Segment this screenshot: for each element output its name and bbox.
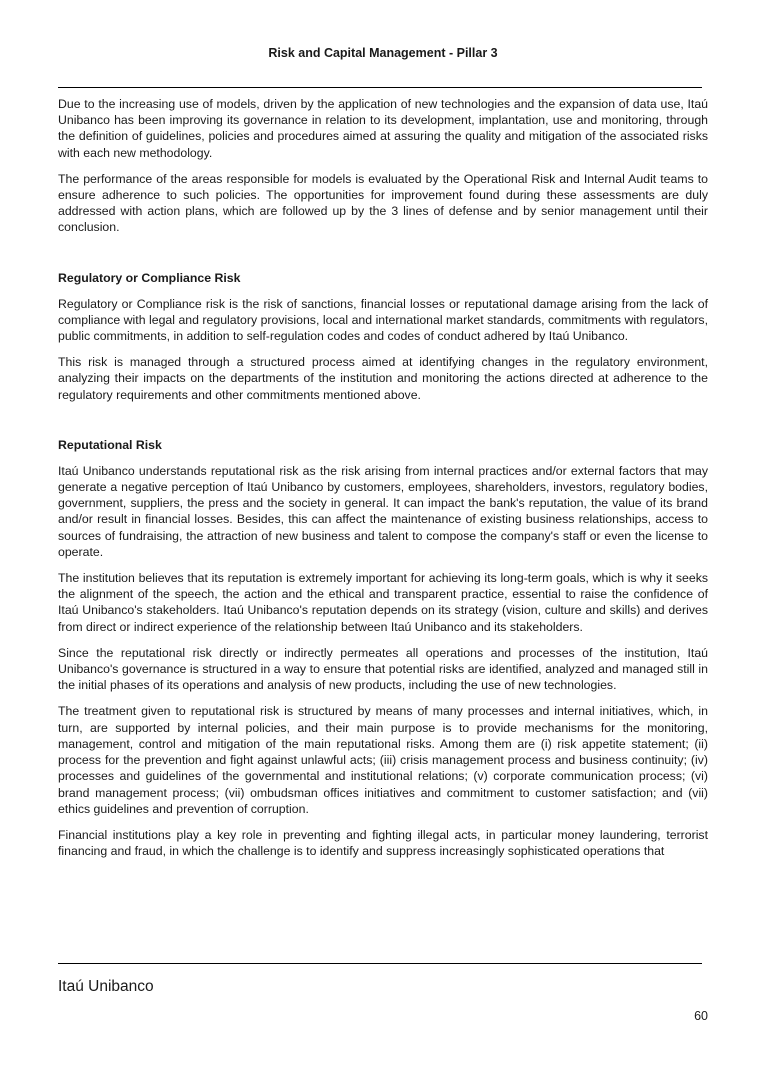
page-number: 60 — [694, 1009, 708, 1023]
reputational-paragraph-2: The institution believes that its reputation is extremely important for achieving its long-term goals, which is why it seeks the alignment of the speech, the action and the ethical and transparent practice, essential to raise the confidence of Itaú Unibanco's stakeholders. Itaú Unibanco's reputation depends on its strategy (vision, culture and skills) and derives from direct or indirect experience of the relationship between Itaú Unibanco and its stakeholders. — [58, 571, 708, 634]
reputational-paragraph-1: Itaú Unibanco understands reputational risk as the risk arising from internal practices and/or external factors that may generate a negative perception of Itaú Unibanco by customers, employees, shareholders, investors, regulatory bodies, government, suppliers, the press and the society in general. It can impact the bank's reputation, the value of its brand and/or result in financial losses. Besides, this can affect the maintenance of existing business relationships, access to sources of fundraising, the attraction of new business and talent to compose the company's staff or even the license to operate. — [58, 463, 708, 559]
reputational-paragraph-5: Financial institutions play a key role in preventing and fighting illegal acts, in particular money laundering, terrorist financing and fraud, in which the challenge is to identify and suppress increasingly sophisticated operations that — [58, 827, 708, 859]
header-divider — [58, 87, 702, 88]
footer-company-name: Itaú Unibanco — [58, 978, 154, 995]
footer-divider — [58, 963, 702, 964]
regulatory-risk-heading: Regulatory or Compliance Risk — [58, 270, 241, 285]
page-content — [58, 96, 708, 869]
reputational-paragraph-3: Since the reputational risk directly or indirectly permeates all operations and processes of the institution, Itaú Unibanco's governance is structured in a way to ensure that potential risks are identified, analyzed and managed still in the initial phases of its operations and analysis of new products, including the use of new technologies. — [58, 645, 708, 693]
reputational-paragraph-4: The treatment given to reputational risk is structured by means of many processes and internal initiatives, which, in turn, are supported by internal policies, and their main purpose is to provide mechanisms for the monitoring, management, control and mitigation of the main reputational risks. Among them are (i) risk appetite statement; (ii) process for the prevention and fight against unlawful acts; (iii) crisis management process and business continuity; (iv) processes and guidelines of the governmental and institutional relations; (v) corporate communication process; (vi) brand management process; (vii) ombudsman offices initiatives and commitment to customer satisfaction; and (vii) ethics guidelines and prevention of corruption. — [58, 704, 708, 816]
regulatory-paragraph-2: This risk is managed through a structured process aimed at identifying changes in the regulatory environment, analyzing their impacts on the departments of the institution and monitoring the actions directed at adherence to the regulatory requirements and other commitments mentioned above. — [58, 355, 708, 402]
page-header-title: Risk and Capital Management - Pillar 3 — [268, 46, 498, 60]
intro-paragraph-1: Due to the increasing use of models, driven by the application of new technologies and the expansion of data use, Itaú Unibanco has been improving its governance in relation to its development, implantation, use and monitoring, through the definition of guidelines, policies and procedures aimed at assuring the quality and mitigation of the associated risks with each new methodology. — [58, 97, 708, 160]
regulatory-paragraph-1: Regulatory or Compliance risk is the risk of sanctions, financial losses or reputational damage arising from the lack of compliance with legal and regulatory provisions, local and international market standards, commitments with regulators, public commitments, in addition to self-regulation codes and codes of conduct adhered by Itaú Unibanco. — [58, 296, 708, 344]
intro-paragraph-2: The performance of the areas responsible for models is evaluated by the Operational Risk and Internal Audit teams to ensure adherence to such policies. The opportunities for improvement found during these assessments are duly addressed with action plans, which are followed up by the 3 lines of defense and by senior management until their conclusion. — [58, 171, 708, 235]
reputational-risk-heading: Reputational Risk — [58, 437, 162, 452]
